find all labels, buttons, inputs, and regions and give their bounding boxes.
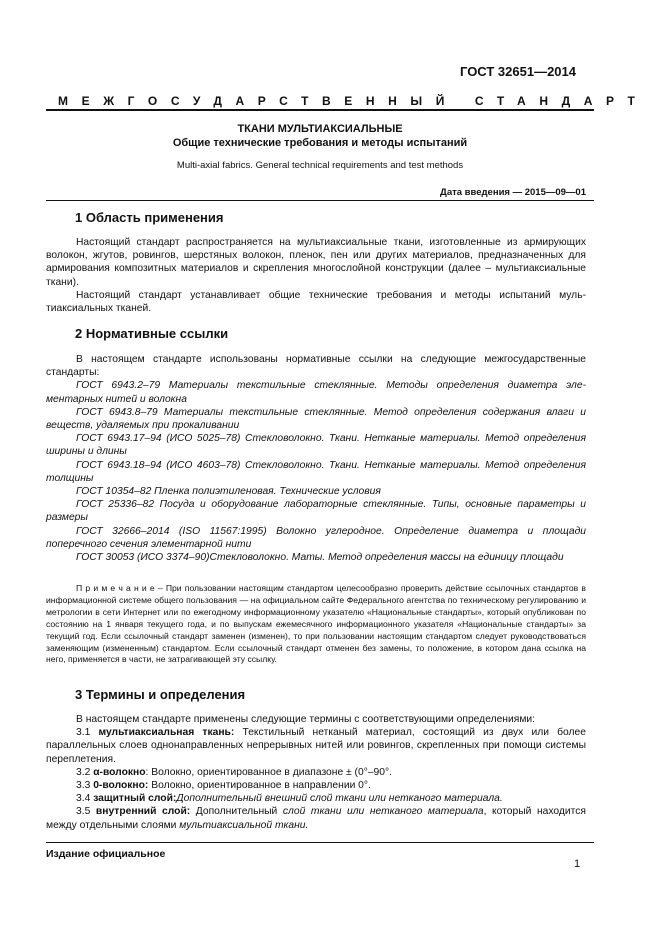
section-1-heading: 1 Область применения <box>75 210 224 225</box>
term-definition: , который находится между отдельными слоями <box>46 806 586 831</box>
term-name: 0-волокно: <box>93 780 149 792</box>
section-3-intro: В настоящем стандарте применены следующие термины с соответствующими определениями: <box>76 714 536 725</box>
reference-item: ГОСТ 6943.18–94 (ИСО 4603–78) Стекловолокно. Ткани. Нетканые материалы. Метод определения толщины <box>46 459 586 484</box>
term-3-4 <box>46 792 586 805</box>
section-1-body <box>46 236 586 315</box>
footer-rule <box>46 842 594 843</box>
term-3-3 <box>46 779 586 792</box>
term-number: 3.2 <box>76 766 94 778</box>
term-name: защитный слой: <box>93 793 177 805</box>
section-2-body <box>46 353 586 564</box>
reference-item: ГОСТ 6943.2–79 Материалы текстильные стеклянные. Методы определения диаметра элементарных нитей и волокна <box>46 380 586 405</box>
header-rule <box>46 109 594 111</box>
term-definition-italic: слой ткани или нетканого материала <box>282 806 484 818</box>
official-edition-label: Издание официальное <box>46 848 166 860</box>
term-definition: Текстильный нетканый материал, состоящий из двух или более параллельных слоев однонаправленных непрерывных нитей или ровингов, скрепленных при помощи системы переплетения. <box>46 727 587 765</box>
term-number: 3.1 <box>76 727 99 739</box>
term-name: мультиаксиальная ткань: <box>98 727 235 739</box>
reference-item: ГОСТ 10354–82 Пленка полиэтиленовая. Технические условия <box>76 486 381 498</box>
term-definition: Дополнительный <box>190 806 283 818</box>
note-label: П р и м е ч а н и е <box>76 583 155 593</box>
reference-item: ГОСТ 6943.17–94 (ИСО 5025–78) Стекловолокно. Ткани. Нетканые материалы. Метод определения ширины и длины <box>46 433 586 458</box>
section-2-intro: В настоящем стандарте использованы нормативные ссылки на следующие межгосударственные стандарты: <box>46 354 586 379</box>
term-definition: Дополнительный внешний слой ткани или нетканого материала. <box>176 793 503 805</box>
term-3-5 <box>46 805 586 831</box>
page-number: 1 <box>574 858 581 870</box>
term-definition: Волокно, ориентированное в направлении 0°. <box>148 780 371 792</box>
term-number: 3.3 <box>76 780 94 792</box>
term-3-1 <box>46 726 586 766</box>
introduction-date: Дата введения — 2015—09—01 <box>440 187 586 198</box>
term-definition-italic: мультиаксиальной ткани. <box>179 819 309 831</box>
section-2-heading: 2 Нормативные ссылки <box>75 326 229 341</box>
reference-item: ГОСТ 6943.8–79 Материалы текстильные стеклянные. Метод определения содержания влаги и веществ, удаляемых при прокаливании <box>46 406 586 432</box>
document-title-english: Multi-axial fabrics. General technical requirements and test methods <box>176 160 464 171</box>
document-subtitle: Общие технические требования и методы испытаний <box>172 137 468 149</box>
normative-note <box>46 583 586 666</box>
standard-type-banner: МЕЖГОСУДАРСТВЕННЫЙ СТАНДАРТ <box>58 94 649 108</box>
note-text: – При пользовании настоящим стандартом целесообразно проверить действие ссылочных стандартов в информационной системе общего пользования — на официальном сайте Федерального агентства по техническому регулированию и метрологии в сети Интернет или по ежегодному информационному указателю «Национальные стандарты», который опубликован по состоянию на 1 января текущего года, и по выпускам ежемесячного информационного указателя «Национальные стандарты» за текущий год. Если ссылочный стандарт заменен (изменен), то при пользовании настоящим стандартом следует руководствоваться заменяющим (измененным) стандартом. Если ссылочный стандарт отменен без замены, то положение, в котором дана ссылка на него, применяется в части, не затрагивающей эту ссылку. <box>46 583 586 665</box>
term-3-2 <box>46 766 586 779</box>
section-1-paragraph: Настоящий стандарт распространяется на мультиаксиальные ткани, изготовленные из армирующих волокон, жгутов, ровингов, шерстяных волокон, пленок, пен или других материалов, предназначенных для армирования композитных материалов и скрепления многослойной конструкции (далее – мультиаксиальные ткани). <box>46 237 586 288</box>
section-3-body <box>46 713 586 832</box>
standard-code: ГОСТ 32651—2014 <box>460 64 576 79</box>
section-1-paragraph: Настоящий стандарт устанавливает общие технические требования и методы испытаний мультиаксиальных тканей. <box>46 289 586 315</box>
reference-item: ГОСТ 25336–82 Посуда и оборудование лабораторные стеклянные. Типы, основные параметры и размеры <box>46 499 586 524</box>
reference-item: ГОСТ 32666–2014 (ISO 11567:1995) Волокно углеродное. Определение диаметра и площади поперечного сечения элементарной нити <box>46 525 586 550</box>
reference-item: ГОСТ 30053 (ИСО 3374–90)Стекловолокно. Маты. Метод определения массы на единицу площади <box>76 552 564 564</box>
date-rule <box>46 200 594 201</box>
term-definition: : Волокно, ориентированное в диапазоне ± (0°–90°. <box>145 766 392 778</box>
term-number: 3.4 <box>76 793 94 805</box>
term-number: 3.5 <box>76 806 96 818</box>
term-name: внутренний слой: <box>95 806 191 818</box>
document-title: ТКАНИ МУЛЬТИАКСИАЛЬНЫЕ <box>237 123 403 135</box>
term-name: α-волокно <box>93 766 146 778</box>
section-3-heading: 3 Термины и определения <box>75 687 246 702</box>
